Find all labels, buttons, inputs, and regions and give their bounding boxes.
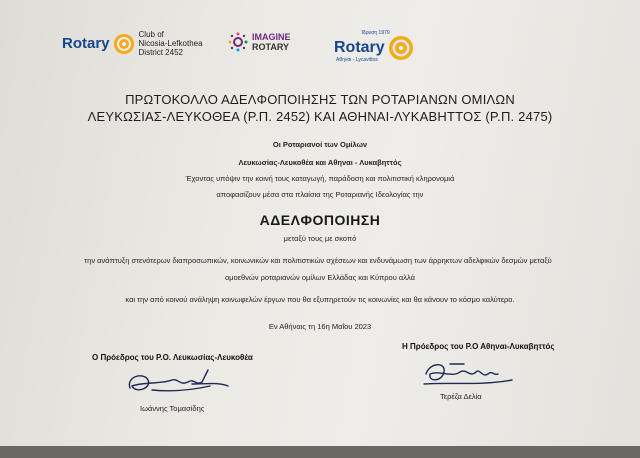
- imagine-line-1: IMAGINE: [252, 32, 291, 42]
- joint-projects-line: και την από κοινού ανάληψη κοινωφελών έργων που θα εξυπηρετούν τις κοινωνίες και θα κάνουν το κόσμο καλύτερο.: [125, 295, 515, 304]
- table-surface: [0, 446, 640, 458]
- athens-founded: Ίδρυση 1979: [361, 30, 390, 36]
- imagine-text: [252, 32, 291, 52]
- right-signatory-name: Τερέζα Δελία: [440, 392, 482, 401]
- rotary-wheel-icon: [113, 33, 135, 55]
- club-line-2: Nicosia-Lefkothea: [138, 39, 203, 48]
- purpose-line: μεταξύ τους με σκοπό: [283, 234, 357, 243]
- clubs-nation-line: ομοεθνών ροταριανών ομίλων Ελλάδας και Κύπρου αλλά: [225, 273, 415, 282]
- club-name: [139, 30, 203, 57]
- imagine-line-2: ROTARY: [252, 42, 289, 52]
- rotary-wordmark: Rotary: [62, 35, 110, 52]
- members-line: Οι Ροταριανοί των Ομίλων: [272, 140, 368, 149]
- twinning-heading: ΑΔΕΛΦΟΠΟΙΗΣΗ: [259, 212, 381, 228]
- athens-club-name: Αθηναι - Lycavittos: [336, 57, 378, 63]
- decision-line: αποφασίζουν μέσα στα πλαίσια της Ροταριανής Ιδεολογίας την: [216, 190, 424, 199]
- rotary-wordmark-athens: Rotary: [334, 39, 385, 56]
- origin-line: Έχοντας υπόψιν την κοινή τους καταγωγή, παράδοση και πολιτιστική κληρονομιά: [185, 174, 455, 183]
- left-signatory-name: Ιωάννης Τομασίδης: [140, 404, 205, 413]
- rotary-wheel-icon-athens: [388, 35, 414, 61]
- right-signature: [420, 356, 520, 392]
- imagine-star-icon: [228, 32, 248, 52]
- clubs-line: Λευκωσίας-Λευκοθέα και Αθηναι - Λυκαβηττός: [238, 158, 402, 167]
- title-line-2: ΛΕΥΚΩΣΙΑΣ-ΛΕΥΚΟΘΕΑ (Ρ.Π. 2452) ΚΑΙ ΑΘΗΝΑΙ-ΛΥΚΑΒΗΤΤΟΣ (Ρ.Π. 2475): [87, 109, 553, 124]
- rotary-nicosia-logo: [62, 30, 203, 57]
- right-signatory-title: Η Πρόεδρος του Ρ.Ο Αθηναι-Λυκαβηττός: [402, 342, 555, 351]
- club-line-1: Club of: [138, 30, 164, 39]
- development-line: την ανάπτυξη στενότερων διαπροσωπικών, κοινωνικών και πολιτιστικών σχέσεων και ενδυνάμωση των άρρηκτων αδελφικών δεσμών μεταξύ: [84, 256, 552, 265]
- club-line-3: District 2452: [138, 48, 183, 57]
- date-line: Εν Αθήναις τη 16η Μαΐου 2023: [268, 322, 372, 331]
- left-signature: [122, 366, 232, 402]
- title-line-1: ΠΡΩΤΟΚΟΛΛΟ ΑΔΕΛΦΟΠΟΙΗΣΗΣ ΤΩΝ ΡΟΤΑΡΙΑΝΩΝ ΟΜΙΛΩΝ: [125, 92, 515, 107]
- left-signatory-title: Ο Πρόεδρος του Ρ.Ο. Λευκωσίας-Λευκοθέα: [92, 353, 253, 362]
- imagine-rotary-logo: [228, 32, 291, 52]
